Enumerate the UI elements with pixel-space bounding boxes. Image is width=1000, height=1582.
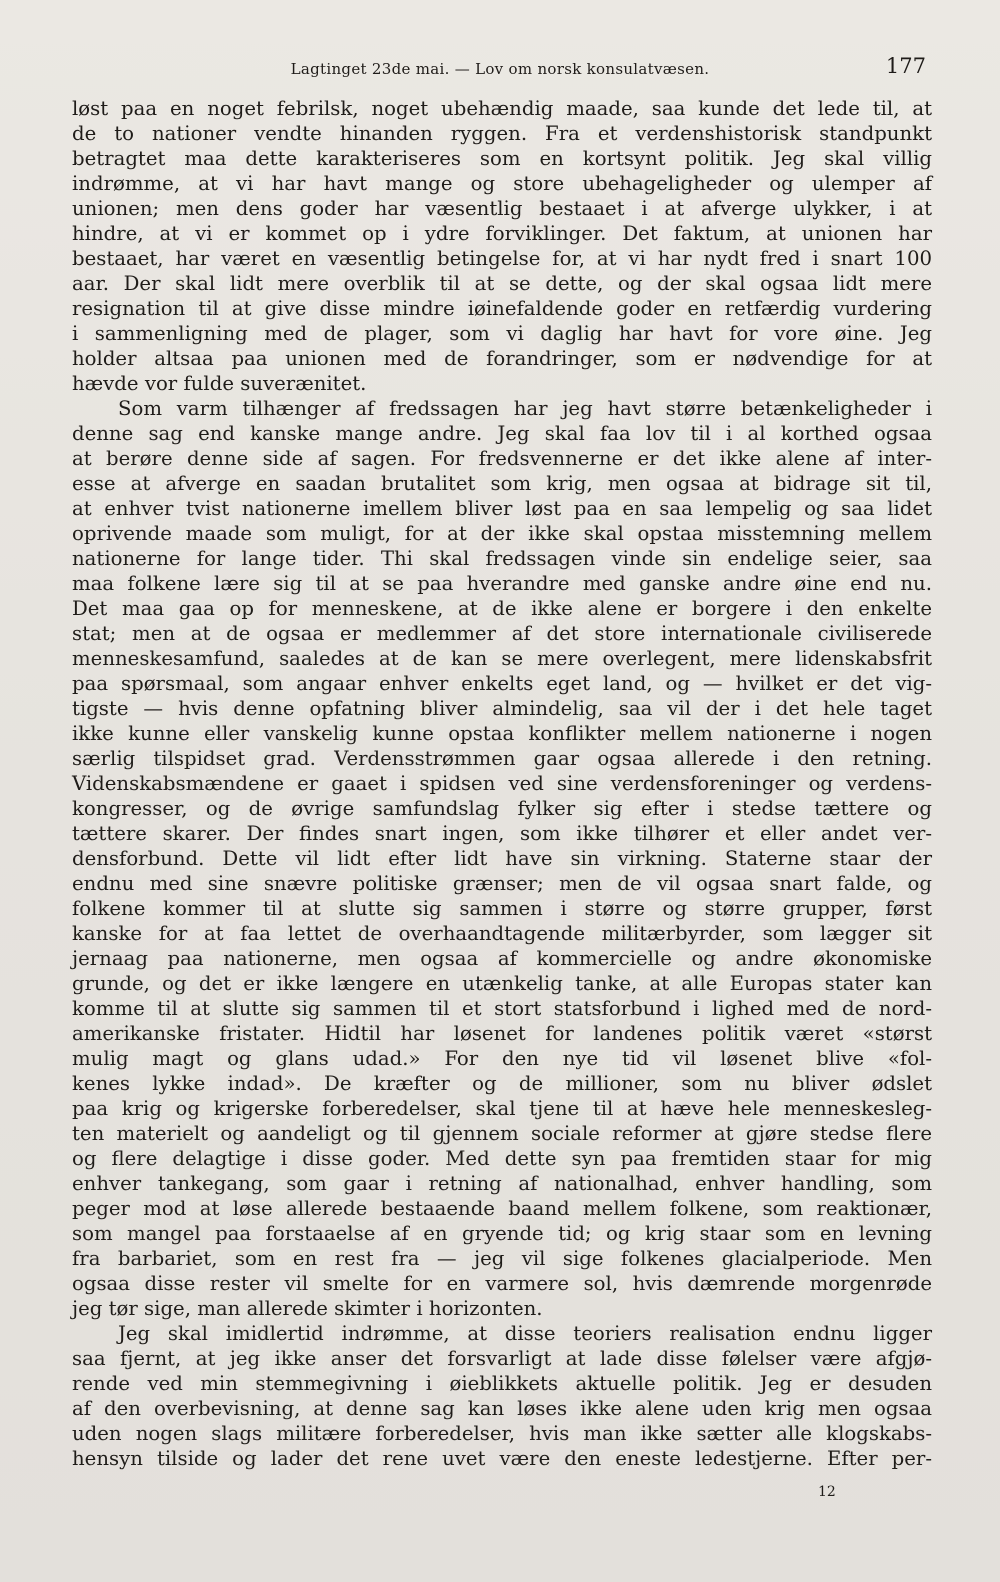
text-line: denne sag end kanske mange andre. Jeg skal faa lov til i al korthed ogsaa <box>72 422 932 445</box>
text-line: enhver tankegang, som gaar i retning af nationalhad, enhver handling, som <box>72 1172 932 1195</box>
text-line: hævde vor fulde suverænitet. <box>72 372 367 395</box>
text-line: oprivende maade som muligt, for at der ikke skal opstaa misstemning mellem <box>72 522 932 545</box>
text-line: esse at afverge en saadan brutalitet som krig, men ogsaa at bidrage sit til, <box>72 472 932 495</box>
text-line: unionen; men dens goder har væsentlig bestaaet i at afverge ulykker, i at <box>72 197 932 220</box>
text-line: tigste — hvis denne opfatning bliver almindelig, saa vil der i det hele taget <box>72 697 932 720</box>
text-line: nationerne for lange tider. Thi skal fredssagen vinde sin endelige seier, saa <box>72 547 932 570</box>
body-text <box>72 96 932 1471</box>
text-line: amerikanske fristater. Hidtil har løsenet for landenes politik været «størst <box>72 1022 932 1045</box>
text-line: stat; men at de ogsaa er medlemmer af det store internationale civiliserede <box>72 622 932 645</box>
text-line: betragtet maa dette karakteriseres som en kortsynt politik. Jeg skal villig <box>72 147 932 170</box>
text-line: paa krig og krigerske forberedelser, skal tjene til at hæve hele menneskesleg- <box>72 1097 932 1120</box>
text-line: peger mod at løse allerede bestaaende baand mellem folkene, som reaktionær, <box>72 1197 932 1220</box>
text-line: aar. Der skal lidt mere overblik til at se dette, og der skal ogsaa lidt mere <box>72 272 932 295</box>
text-line: menneskesamfund, saaledes at de kan se mere overlegent, mere lidenskabsfrit <box>72 647 932 670</box>
text-line: og flere delagtige i disse goder. Med dette syn paa fremtiden staar for mig <box>72 1147 932 1170</box>
text-line: indrømme, at vi har havt mange og store ubehageligheder og ulemper af <box>72 172 932 195</box>
text-line: de to nationer vendte hinanden ryggen. Fra et verdenshistorisk standpunkt <box>72 122 932 145</box>
text-line: saa fjernt, at jeg ikke anser det forsvarligt at lade disse følelser være afgjø- <box>72 1347 932 1370</box>
text-line: Det maa gaa op for menneskene, at de ikke alene er borgere i den enkelte <box>72 597 932 620</box>
text-line: tættere skarer. Der findes snart ingen, som ikke tilhører et eller andet ver- <box>72 822 932 845</box>
text-line: kongresser, og de øvrige samfundslag fylker sig efter i stedse tættere og <box>72 797 932 820</box>
running-head-title: Lagtinget 23de mai. — Lov om norsk konsulatvæsen. <box>290 60 710 78</box>
text-line: Som varm tilhænger af fredssagen har jeg havt større betænkeligheder i <box>118 397 932 420</box>
text-line: særlig tilspidset grad. Verdensstrømmen gaar ogsaa allerede i den retning. <box>72 747 932 770</box>
text-line: holder altsaa paa unionen med de forandringer, som er nødvendige for at <box>72 347 932 370</box>
text-line: resignation til at give disse mindre iøinefaldende goder en retfærdig vurdering <box>72 297 932 320</box>
text-line: fra barbariet, som en rest fra — jeg vil sige folkenes glacialperiode. Men <box>72 1247 932 1270</box>
text-line: paa spørsmaal, som angaar enhver enkelts eget land, og — hvilket er det vig- <box>72 672 932 695</box>
text-line: jeg tør sige, man allerede skimter i horizonten. <box>72 1297 543 1320</box>
text-line: at berøre denne side af sagen. For fredsvennerne er det ikke alene af inter- <box>72 447 932 470</box>
text-line: løst paa en noget febrilsk, noget ubehændig maade, saa kunde det lede til, at <box>72 97 932 120</box>
text-line: hensyn tilside og lader det rene uvet være den eneste ledestjerne. Efter per- <box>72 1447 932 1470</box>
page-number: 177 <box>885 54 926 78</box>
text-line: Jeg skal imidlertid indrømme, at disse teoriers realisation endnu ligger <box>118 1322 932 1345</box>
text-line: som mangel paa forstaaelse af en gryende tid; og krig staar som en levning <box>72 1222 932 1245</box>
text-line: i sammenligning med de plager, som vi daglig har havt for vore øine. Jeg <box>72 322 932 345</box>
text-line: kenes lykke indad». De kræfter og de millioner, som nu bliver ødslet <box>72 1072 932 1095</box>
text-line: kanske for at faa lettet de overhaandtagende militærbyrder, som lægger sit <box>72 922 932 945</box>
text-line: at enhver tvist nationerne imellem bliver løst paa en saa lempelig og saa lidet <box>72 497 932 520</box>
text-line: ikke kunne eller vanskelig kunne opstaa konflikter mellem nationerne i nogen <box>72 722 932 745</box>
text-line: jernaag paa nationerne, men ogsaa af kommercielle og andre økonomiske <box>72 947 932 970</box>
text-line: bestaaet, har været en væsentlig betingelse for, at vi har nydt fred i snart 100 <box>72 247 932 270</box>
text-line: komme til at slutte sig sammen til et stort statsforbund i lighed med de nord- <box>72 997 932 1020</box>
running-head <box>60 52 940 92</box>
text-line: rende ved min stemmegivning i øieblikkets aktuelle politik. Jeg er desuden <box>72 1372 932 1395</box>
text-line: folkene kommer til at slutte sig sammen i større og større grupper, først <box>72 897 932 920</box>
text-line: ogsaa disse rester vil smelte for en varmere sol, hvis dæmrende morgenrøde <box>72 1272 932 1295</box>
text-line: uden nogen slags militære forberedelser, hvis man ikke sætter alle klogskabs- <box>72 1422 932 1445</box>
text-line: densforbund. Dette vil lidt efter lidt have sin virkning. Staterne staar der <box>72 847 932 870</box>
text-line: af den overbevisning, at denne sag kan løses ikke alene uden krig men ogsaa <box>72 1397 932 1420</box>
text-line: hindre, at vi er kommet op i ydre forviklinger. Det faktum, at unionen har <box>72 222 932 245</box>
text-line: mulig magt og glans udad.» For den nye tid vil løsenet blive «fol- <box>72 1047 932 1070</box>
signature-mark: 12 <box>818 1484 836 1500</box>
text-line: Videnskabsmændene er gaaet i spidsen ved sine verdensforeninger og verdens- <box>72 772 932 795</box>
text-line: ten materielt og aandeligt og til gjennem sociale reformer at gjøre stedse flere <box>72 1122 932 1145</box>
text-line: maa folkene lære sig til at se paa hverandre med ganske andre øine end nu. <box>72 572 932 595</box>
text-line: endnu med sine snævre politiske grænser; men de vil ogsaa snart falde, og <box>72 872 932 895</box>
text-line: grunde, og det er ikke længere en utænkelig tanke, at alle Europas stater kan <box>72 972 932 995</box>
